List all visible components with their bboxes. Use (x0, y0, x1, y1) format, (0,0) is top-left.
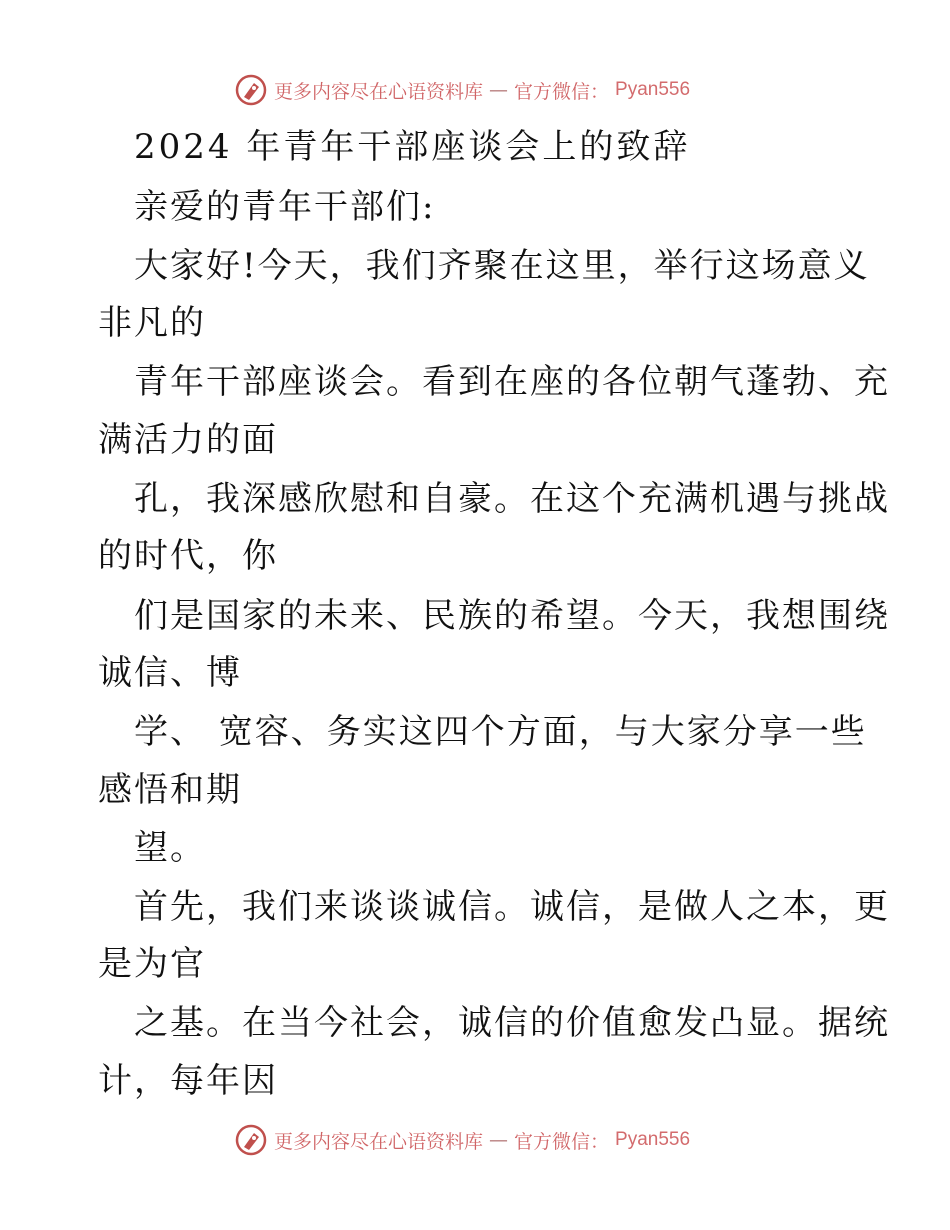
text-line: 孔，我深感欣慰和自豪。在这个充满机遇与挑战 (134, 479, 890, 519)
watermark-wechat-label: 官方微信： (514, 80, 610, 103)
watermark-wechat-label: 官方微信： (514, 1130, 610, 1153)
text-line: 满活力的面 (98, 420, 278, 460)
text-line: 青年干部座谈会。看到在座的各位朝气蓬勃、充 (134, 362, 890, 402)
watermark-wechat-id: Pyan556 (615, 1129, 691, 1150)
header-watermark (234, 72, 690, 108)
text-line: 非凡的 (98, 303, 206, 343)
watermark-dash: — (489, 1129, 509, 1151)
text-line: 是为官 (98, 944, 206, 984)
document-title: 2024 年青年干部座谈会上的致辞 (134, 127, 691, 167)
text-line: 诚信、博 (98, 653, 242, 693)
watermark-dash: — (489, 79, 509, 101)
text-line: 的时代，你 (98, 536, 278, 576)
footer-watermark (234, 1122, 690, 1158)
text-line: 首先，我们来谈谈诚信。诚信，是做人之本，更 (134, 887, 890, 927)
text-line: 望。 (134, 828, 206, 868)
text-line: 之基。在当今社会，诚信的价值愈发凸显。据统 (134, 1003, 890, 1043)
text-line: 亲爱的青年干部们: (134, 187, 436, 227)
text-line: 们是国家的未来、民族的希望。今天，我想围绕 (134, 596, 890, 636)
text-line: 感悟和期 (98, 770, 242, 810)
watermark-wechat-id: Pyan556 (615, 79, 691, 100)
pen-nib-logo-icon (234, 73, 268, 107)
watermark-text: 更多内容尽在心语资料库 (274, 80, 484, 103)
text-line: 学、 宽容、务实这四个方面，与大家分享一些 (134, 712, 867, 752)
watermark-text: 更多内容尽在心语资料库 (274, 1130, 484, 1153)
text-line: 计，每年因 (98, 1061, 278, 1101)
text-line: 大家好!今天，我们齐聚在这里，举行这场意义 (134, 246, 870, 286)
pen-nib-logo-icon (234, 1123, 268, 1157)
